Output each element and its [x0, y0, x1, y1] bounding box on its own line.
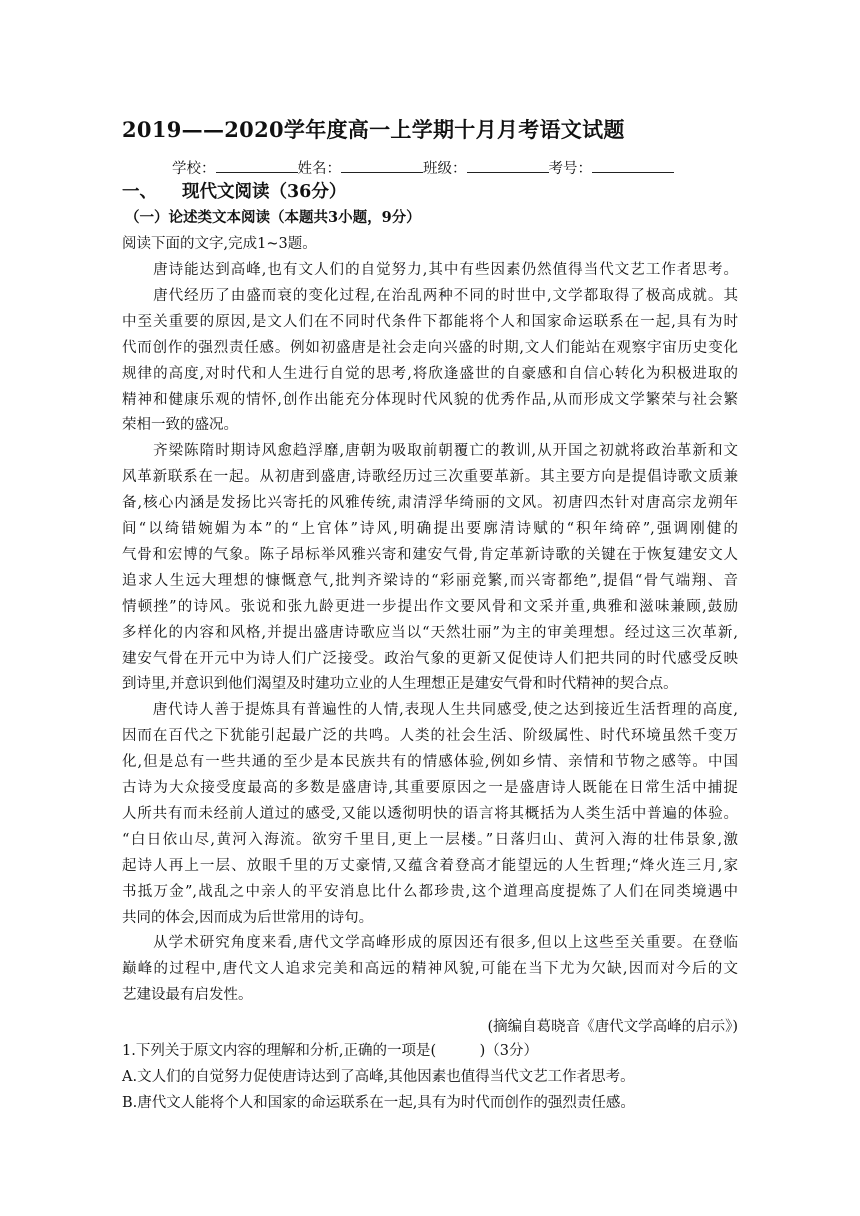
- name-blank[interactable]: [341, 158, 423, 173]
- source-citation: (摘编自葛晓音《唐代文学高峰的启示》): [487, 1019, 738, 1035]
- school-blank[interactable]: [216, 158, 298, 173]
- passage-line: 风革新联系在一起。从初唐到盛唐,诗歌经历过三次重要革新。其主要方向是提倡诗歌文质兼: [122, 469, 738, 486]
- passage-line: 荣相一致的盛况。: [122, 417, 238, 434]
- passage-line: 共同的体会,因而成为后世常用的诗句。: [122, 909, 374, 926]
- passage-line: 间“以绮错婉媚为本”的“上官体”诗风,明确提出要廓清诗赋的“积年绮碎”,强调刚健的: [122, 521, 738, 537]
- passage-line: 气骨和宏博的气象。陈子昂标举风雅兴寄和建安气骨,肯定革新诗歌的关键在于恢复建安文人: [122, 546, 738, 563]
- section-number: 一、: [122, 182, 157, 202]
- passage-line: 规律的高度,对时代和人生进行自觉的思考,将欣逢盛世的自豪感和自信心转化为积极进取的: [122, 365, 738, 382]
- passage-line: 艺建设最有启发性。: [122, 987, 253, 1004]
- passage-line: 情顿挫”的诗风。张说和张九龄更进一步提出作文要风骨和文采并重,典雅和滋味兼顾,鼓励: [122, 598, 738, 615]
- passage-line: 巅峰的过程中,唐代文人追求完美和高远的精神风貌,可能在当下尤为欠缺,因而对今后的文: [122, 961, 738, 978]
- question-1-stem: 1.下列关于原文内容的理解和分析,正确的一项是( )（3分）: [122, 1043, 538, 1059]
- exam-number-blank[interactable]: [592, 158, 674, 173]
- question-1-option-a[interactable]: A.文人们的自觉努力促使唐诗达到了高峰,其他因素也值得当代文艺工作者思考。: [122, 1069, 635, 1085]
- passage-line: 精神和健康乐观的情怀,创作出能充分体现时代风貌的优秀作品,从而形成文学繁荣与社会繁: [122, 391, 738, 408]
- passage-line: 追求人生远大理想的慷慨意气,批判齐梁诗的“彩丽竞繁,而兴寄都绝”,提倡“骨气端翔、音: [122, 572, 738, 589]
- class-label: 班级：: [423, 161, 467, 177]
- passage-line: 唐代经历了由盛而衰的变化过程,在治乱两种不同的时世中,文学都取得了极高成就。其: [122, 287, 738, 304]
- question-1-option-b[interactable]: B.唐代文人能将个人和国家的命运联系在一起,具有为时代而创作的强烈责任感。: [122, 1095, 635, 1111]
- passage-line: 代而创作的强烈责任感。例如初盛唐是社会走向兴盛的时期,文人们能站在观察宇宙历史变化: [122, 339, 738, 356]
- name-label: 姓名：: [297, 161, 341, 177]
- exam-number-label: 考号：: [548, 161, 592, 177]
- exam-title: 2019——2020学年度高一上学期十月月考语文试题: [122, 117, 625, 142]
- passage-line: 建安气骨在开元中为诗人们广泛接受。政治气象的更新又促使诗人们把共同的时代感受反映: [122, 650, 738, 667]
- passage-line: 人所共有而未经前人道过的感受,又能以透彻明快的语言将其概括为人类生活中普遍的体验。: [122, 805, 738, 822]
- subsection-heading: （一）论述类文本阅读（本题共3小题，9分）: [125, 209, 421, 226]
- passage-line: “白日依山尽,黄河入海流。欲穷千里目,更上一层楼。”日落归山、黄河入海的壮伟景象,激: [122, 831, 738, 848]
- passage-line: 中至关重要的原因,是文人们在不同时代条件下都能将个人和国家命运联系在一起,具有为时: [122, 313, 738, 330]
- section-heading: [122, 178, 346, 203]
- passage-line: 唐代诗人善于提炼具有普遍性的人情,表现人生共同感受,使之达到接近生活哲理的高度,: [122, 702, 738, 719]
- school-label: 学校：: [172, 161, 216, 177]
- passage-line: 齐梁陈隋时期诗风愈趋浮靡,唐朝为吸取前朝覆亡的教训,从开国之初就将政治革新和文: [122, 443, 738, 460]
- passage-line: 起诗人再上一层、放眼千里的万丈豪情,又蕴含着登高才能望远的人生哲理;“烽火连三月,家: [122, 857, 738, 874]
- section-title: 现代文阅读（36分）: [182, 182, 347, 202]
- passage-line: 因而在百代之下犹能引起最广泛的共鸣。人类的社会生活、阶级属性、时代环境虽然千变万: [122, 728, 738, 745]
- passage-line: 化,但是总有一些共通的至少是本民族共有的情感体验,例如乡情、亲情和节物之感等。中国: [122, 754, 738, 771]
- passage-line: 备,核心内涵是发扬比兴寄托的风雅传统,肃清浮华绮丽的文风。初唐四杰针对唐高宗龙朔年: [122, 495, 738, 512]
- class-blank[interactable]: [467, 158, 549, 173]
- passage-line: 唐诗能达到高峰,也有文人们的自觉努力,其中有些因素仍然值得当代文艺工作者思考。: [122, 262, 738, 278]
- passage-line: 到诗里,并意识到他们渴望及时建功立业的人生理想正是建安气骨和时代精神的契合点。: [122, 676, 678, 693]
- reading-instruction: 阅读下面的文字,完成1~3题。: [122, 236, 317, 252]
- student-info-row: [172, 157, 674, 178]
- passage-line: 古诗为大众接受度最高的多数是盛唐诗,其重要原因之一是盛唐诗人既能在日常生活中捕捉: [122, 780, 738, 796]
- passage-line: 从学术研究角度来看,唐代文学高峰形成的原因还有很多,但以上这些至关重要。在登临: [122, 935, 738, 952]
- passage-line: 书抵万金”,战乱之中亲人的平安消息比什么都珍贵,这个道理高度提炼了人们在同类境遇中: [122, 883, 738, 900]
- passage-line: 多样化的内容和风格,并提出盛唐诗歌应当以“天然壮丽”为主的审美理想。经过这三次革新,: [122, 624, 738, 641]
